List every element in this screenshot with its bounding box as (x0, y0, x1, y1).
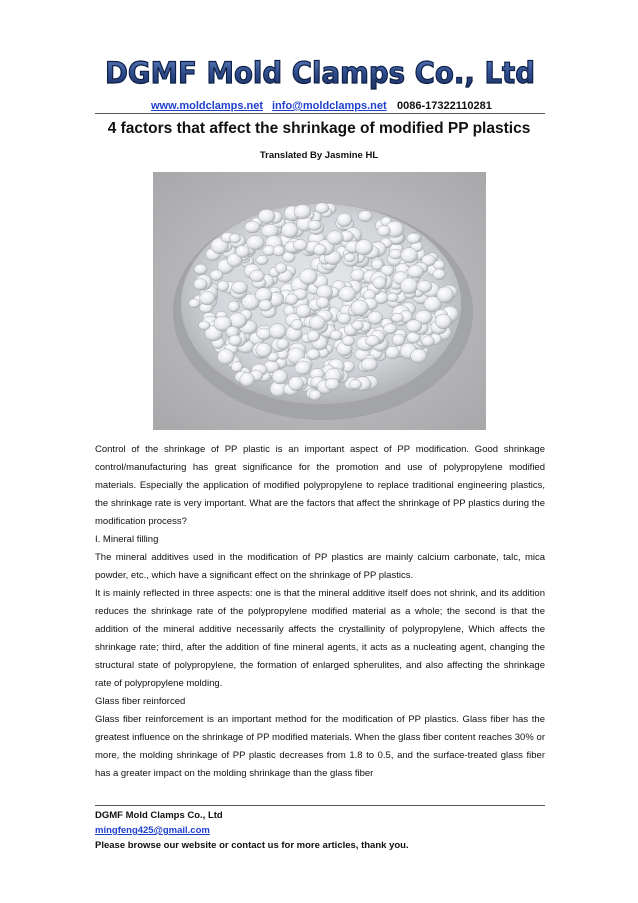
pellet (199, 321, 210, 330)
pellet (272, 370, 288, 385)
pellet (315, 203, 329, 214)
pellet (217, 281, 228, 292)
pp-pellets-photo (153, 172, 486, 430)
pellet (338, 313, 351, 324)
mineral-aspects-paragraph: It is mainly reflected in three aspects: one is that the mineral additive itself does not shrink, and its addition reduces the shrinkage rate of the polypropylene modified material as a whole; the second is that the addition of the mineral additive necessarily affects the crystallinity of polypropylene, Which affects the shrinkage rate; third, after the addition of fine mineral agents, it acts as a nucleating agent, changing the structural state of polypropylene, the formation of enlarged spherulites, and also affecting the shrinkage rate of polypropylene molding. (95, 588, 545, 689)
pellet (232, 281, 248, 294)
pellet (247, 235, 265, 250)
footer-note: Please browse our website or contact us for more articles, thank you. (95, 840, 409, 851)
pellet (351, 300, 369, 316)
pellet (352, 321, 364, 331)
pellet (344, 253, 355, 262)
pellet (277, 339, 290, 350)
pellet (269, 324, 286, 339)
pellet (339, 286, 356, 301)
pellet (288, 377, 303, 391)
pellet (291, 320, 303, 331)
pellet (218, 349, 235, 365)
pellet (401, 248, 418, 263)
pellet (358, 211, 372, 222)
company-logo (95, 52, 545, 92)
pellet (406, 320, 422, 333)
pellet (325, 378, 340, 390)
pellet (307, 349, 321, 360)
footer-divider (95, 805, 545, 806)
pellet (194, 279, 208, 290)
intro-paragraph: Control of the shrinkage of PP plastic is an important aspect of PP modification. Good shrinkage control/manufacturing has great significance for the promotion and use of polypropylene modified materials. Especially the application of modified polypropylene to replace traditional engineering plastics, the shrinkage rate is very important. What are the factors that affect the shrinkage of PP plastics during the modification process? (95, 444, 545, 527)
pellet (365, 335, 379, 346)
pellet (210, 270, 223, 281)
pellet (273, 246, 285, 257)
page-title: 4 factors that affect the shrinkage of modified PP plastics (107, 120, 531, 137)
pellet (236, 245, 250, 257)
footer-email-link[interactable]: mingfeng425@gmail.com (95, 825, 210, 836)
pellet (361, 358, 378, 371)
pellet (342, 336, 355, 346)
pellet (295, 361, 311, 375)
pellet (400, 278, 418, 294)
pellet (392, 334, 405, 346)
pellet (240, 373, 255, 387)
pellet (316, 297, 329, 309)
pellet (299, 269, 317, 285)
pellet (351, 269, 365, 282)
pellet (250, 270, 265, 282)
pellet (256, 343, 272, 358)
pellet (435, 314, 451, 329)
pellet (383, 324, 397, 334)
phone-number: 0086-17322110281 (397, 100, 492, 112)
pellet (229, 335, 242, 346)
pellet (294, 205, 311, 219)
website-link[interactable]: www.moldclamps.net (151, 100, 264, 112)
pellet (407, 233, 421, 244)
article-body (95, 441, 545, 783)
pellet (410, 349, 426, 363)
pellet (259, 300, 273, 311)
pellet (417, 280, 432, 292)
glass-fiber-paragraph: Glass fiber reinforcement is an important method for the modification of PP plastics. Glass fiber has the greatest influence on the shrinkage of PP modified materials. When the glass fiber content reaches 30% or more, the molding shrinkage of PP plastic decreases from 1.8 to 0.5, and the surface-treated glass fiber has a greater impact on the molding shrinkage than the glass fiber (95, 714, 545, 779)
email-link[interactable]: info@moldclamps.net (272, 100, 387, 112)
pellet (285, 294, 298, 305)
pellet (281, 223, 298, 238)
pellet (422, 336, 435, 347)
pellet (228, 301, 240, 312)
pellet (437, 287, 454, 303)
pellet (313, 244, 326, 255)
pellet (377, 225, 390, 236)
pellet (256, 255, 268, 264)
pellet (385, 346, 399, 359)
mineral-paragraph: The mineral additives used in the modification of PP plastics are mainly calcium carbonate, talc, mica powder, etc., which have a significant effect on the shrinkage of PP plastics. (95, 552, 545, 581)
pellet (189, 299, 200, 308)
pellet (373, 277, 387, 289)
pellet (389, 249, 402, 259)
page-subtitle: Translated By Jasmine HL (259, 150, 379, 161)
pellet (355, 240, 373, 256)
header-divider (95, 113, 545, 114)
section-heading-glass-fiber: Glass fiber reinforced (95, 696, 186, 707)
pellet (275, 263, 287, 274)
logo-text: DGMF Mold Clamps Co., Ltd (105, 56, 535, 90)
pellet (349, 380, 362, 390)
pellet (408, 265, 424, 278)
pellet (368, 311, 383, 324)
pellet (245, 221, 260, 233)
pellet (231, 361, 243, 372)
pellet (307, 330, 320, 341)
pellet (230, 234, 241, 243)
pellet (293, 239, 307, 250)
pellet (327, 231, 344, 245)
section-heading-mineral: I. Mineral filling (95, 534, 159, 545)
pellet (387, 293, 398, 302)
pellet (330, 330, 342, 340)
pellet (200, 291, 216, 305)
footer (95, 808, 545, 853)
pellet (337, 213, 352, 227)
pellet (391, 313, 403, 322)
pellet (194, 264, 207, 274)
pellet (433, 269, 446, 280)
pellet (309, 316, 325, 331)
pellet (258, 209, 275, 223)
pellet (308, 220, 321, 230)
footer-company: DGMF Mold Clamps Co., Ltd (95, 810, 223, 821)
